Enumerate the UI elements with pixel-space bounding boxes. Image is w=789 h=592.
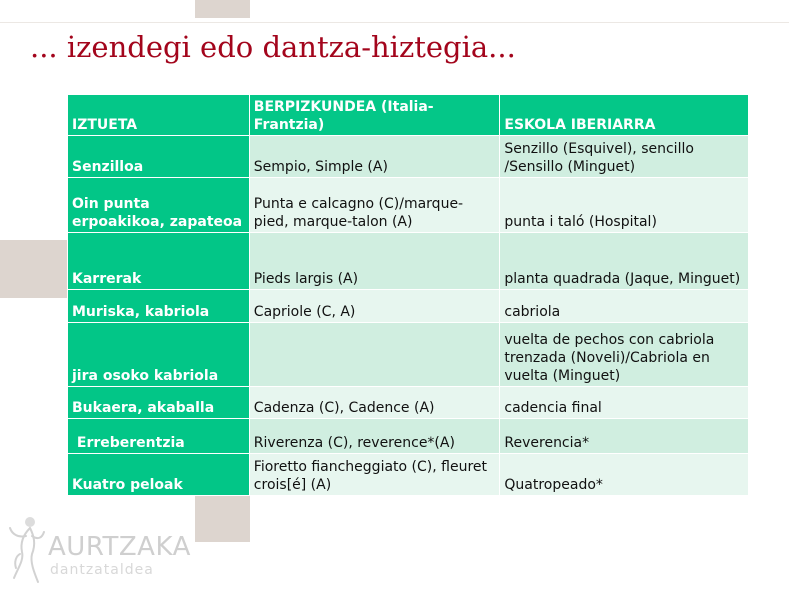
- table-row: [68, 387, 749, 419]
- cell-iztueta: Muriska, kabriola: [68, 290, 250, 323]
- table-row: [68, 178, 749, 233]
- dancer-figure-icon: [6, 514, 46, 586]
- table-row: [68, 323, 749, 387]
- table-row: [68, 136, 749, 178]
- cell-iztueta: Senzilloa: [68, 136, 250, 178]
- cell-berpizkundea: Capriole (C, A): [249, 290, 500, 323]
- cell-eskola-iberiarra: Reverencia*: [500, 419, 749, 454]
- cell-berpizkundea: Riverenza (C), reverence*(A): [249, 419, 500, 454]
- cell-eskola-iberiarra: Senzillo (Esquivel), sencillo /Sensillo (Minguet): [500, 136, 749, 178]
- cell-eskola-iberiarra: punta i taló (Hospital): [500, 178, 749, 233]
- table-header-row: [68, 95, 749, 136]
- cell-eskola-iberiarra: cabriola: [500, 290, 749, 323]
- dance-terms-table: [67, 94, 749, 496]
- table-row: [68, 290, 749, 323]
- decor-bar-top: [195, 0, 250, 18]
- page-title: ... izendegi edo dantza-hiztegia...: [30, 30, 516, 64]
- cell-berpizkundea: Pieds largis (A): [249, 233, 500, 290]
- cell-iztueta: Oin punta erpoakikoa, zapateoa: [68, 178, 250, 233]
- logo-name: AURTZAKA: [48, 532, 191, 562]
- logo-subtitle: dantzataldea: [50, 562, 154, 578]
- cell-iztueta: Erreberentzia: [68, 419, 250, 454]
- table-row: [68, 419, 749, 454]
- top-divider: [0, 22, 789, 23]
- table-row: [68, 233, 749, 290]
- cell-berpizkundea: Sempio, Simple (A): [249, 136, 500, 178]
- table-row: [68, 454, 749, 496]
- cell-berpizkundea: Cadenza (C), Cadence (A): [249, 387, 500, 419]
- cell-iztueta: jira osoko kabriola: [68, 323, 250, 387]
- cell-eskola-iberiarra: planta quadrada (Jaque, Minguet): [500, 233, 749, 290]
- cell-iztueta: Karrerak: [68, 233, 250, 290]
- cell-berpizkundea: Fioretto fiancheggiato (C), fleuret crois[é] (A): [249, 454, 500, 496]
- header-berpizkundea: BERPIZKUNDEA (Italia-Frantzia): [249, 95, 500, 136]
- cell-berpizkundea: Punta e calcagno (C)/marque-pied, marque-talon (A): [249, 178, 500, 233]
- cell-iztueta: Bukaera, akaballa: [68, 387, 250, 419]
- header-eskola-iberiarra: ESKOLA IBERIARRA: [500, 95, 749, 136]
- cell-eskola-iberiarra: Quatropeado*: [500, 454, 749, 496]
- cell-eskola-iberiarra: vuelta de pechos con cabriola trenzada (Noveli)/Cabriola en vuelta (Minguet): [500, 323, 749, 387]
- decor-bar-left: [0, 240, 68, 298]
- cell-iztueta: Kuatro peloak: [68, 454, 250, 496]
- aurtzaka-logo: [6, 512, 191, 588]
- header-iztueta: IZTUETA: [68, 95, 250, 136]
- decor-bar-bottom: [195, 494, 250, 542]
- cell-eskola-iberiarra: cadencia final: [500, 387, 749, 419]
- cell-berpizkundea: [249, 323, 500, 387]
